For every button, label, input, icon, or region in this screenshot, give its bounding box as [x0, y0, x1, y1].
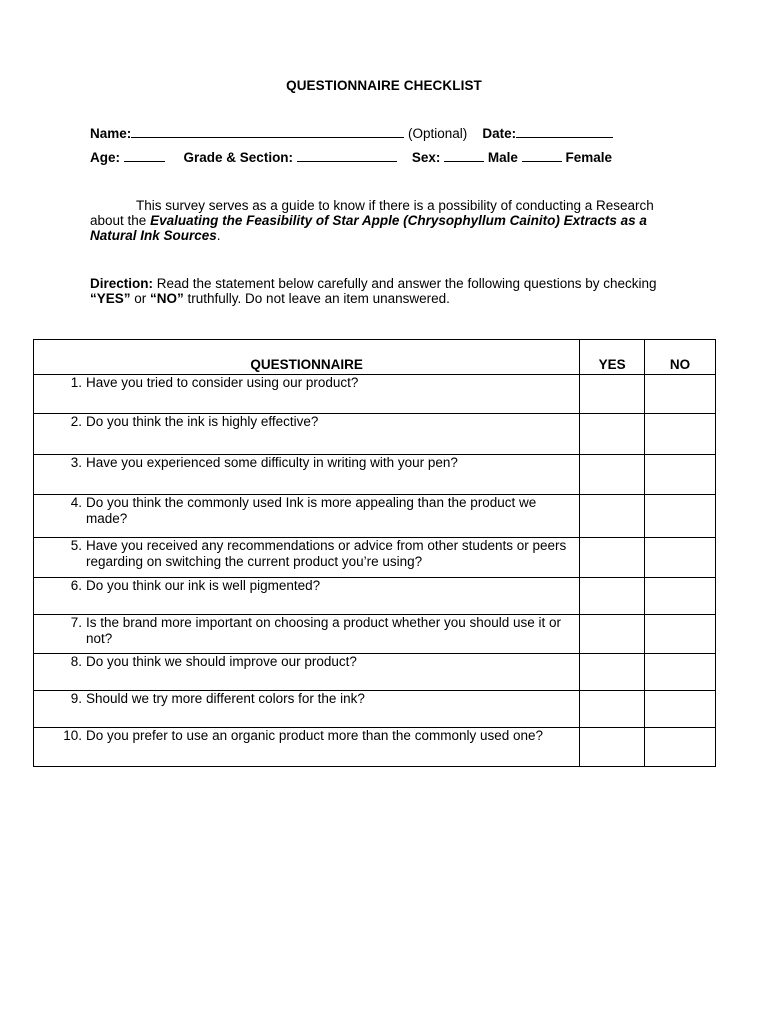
- intro-text: This survey serves as a guide to know if there is a possibility of conducting a Research about the: [90, 198, 654, 228]
- question-text: Do you think our ink is well pigmented?: [86, 578, 321, 593]
- yes-checkbox-cell[interactable]: [580, 455, 645, 495]
- page-title: QUESTIONNAIRE CHECKLIST: [286, 78, 482, 93]
- direction-text: Read the statement below carefully and answer the following questions by checking: [153, 276, 657, 291]
- question-number: 9.: [70, 691, 82, 706]
- table-row: [34, 578, 716, 615]
- no-checkbox-cell[interactable]: [645, 455, 716, 495]
- table-row: [34, 455, 716, 495]
- question-number: 10.: [63, 728, 82, 743]
- question-text: Do you think we should improve our product?: [86, 654, 357, 669]
- yes-checkbox-cell[interactable]: [580, 691, 645, 728]
- yes-checkbox-cell[interactable]: [580, 495, 645, 538]
- question-number: 3.: [70, 455, 82, 470]
- no-checkbox-cell[interactable]: [645, 375, 716, 414]
- table-row: [34, 615, 716, 654]
- age-grade-sex-row: [90, 150, 612, 165]
- question-number: 8.: [70, 654, 82, 669]
- no-checkbox-cell[interactable]: [645, 728, 716, 767]
- direction-yes: “YES”: [90, 291, 131, 306]
- intro-end: .: [216, 228, 221, 243]
- intro-paragraph: [90, 198, 670, 243]
- table-row: [34, 414, 716, 455]
- table-row: [34, 691, 716, 728]
- question-text: Do you think the ink is highly effective?: [86, 414, 319, 429]
- question-cell: [34, 654, 580, 691]
- question-text: Have you received any recommendations or advice from other students or peers regarding on switching the current product you’re using?: [86, 538, 567, 569]
- no-checkbox-cell[interactable]: [645, 691, 716, 728]
- no-checkbox-cell[interactable]: [645, 538, 716, 578]
- no-checkbox-cell[interactable]: [645, 414, 716, 455]
- male-label: Male: [487, 150, 518, 165]
- question-text: Have you tried to consider using our product?: [86, 375, 359, 390]
- direction-text-end: truthfully. Do not leave an item unanswered.: [183, 291, 450, 306]
- question-number: 1.: [70, 375, 82, 390]
- yes-checkbox-cell[interactable]: [580, 375, 645, 414]
- sex-label: Sex:: [411, 150, 441, 165]
- yes-checkbox-cell[interactable]: [580, 578, 645, 615]
- no-checkbox-cell[interactable]: [645, 495, 716, 538]
- question-cell: [34, 728, 580, 767]
- question-number: 5.: [70, 538, 82, 553]
- question-text: Do you think the commonly used Ink is more appealing than the product we made?: [86, 495, 537, 526]
- name-date-row: [90, 126, 613, 141]
- yes-checkbox-cell[interactable]: [580, 654, 645, 691]
- name-blank[interactable]: [131, 126, 404, 138]
- male-blank[interactable]: [444, 150, 484, 162]
- no-checkbox-cell[interactable]: [645, 578, 716, 615]
- yes-checkbox-cell[interactable]: [580, 728, 645, 767]
- question-cell: [34, 578, 580, 615]
- question-number: 2.: [70, 414, 82, 429]
- no-checkbox-cell[interactable]: [645, 654, 716, 691]
- table-row: [34, 538, 716, 578]
- intro-emphasis: Evaluating the Feasibility of Star Apple (Chrysophyllum Cainito) Extracts as a Natural Ink Sources: [90, 213, 647, 243]
- question-cell: [34, 375, 580, 414]
- header-questionnaire: QUESTIONNAIRE: [34, 340, 580, 375]
- direction-no: “NO”: [150, 291, 184, 306]
- grade-section-blank[interactable]: [297, 150, 397, 162]
- question-cell: [34, 414, 580, 455]
- table-row: [34, 495, 716, 538]
- direction-or: or: [130, 291, 151, 306]
- question-text: Have you experienced some difficulty in writing with your pen?: [86, 455, 458, 470]
- header-no: NO: [645, 340, 716, 375]
- table-row: [34, 375, 716, 414]
- question-number: 6.: [70, 578, 82, 593]
- table-row: [34, 728, 716, 767]
- direction-label: Direction:: [90, 276, 154, 291]
- question-cell: [34, 538, 580, 578]
- female-blank[interactable]: [522, 150, 562, 162]
- question-number: 7.: [70, 615, 82, 630]
- no-checkbox-cell[interactable]: [645, 615, 716, 654]
- questionnaire-table: [33, 339, 716, 767]
- direction-paragraph: [90, 276, 670, 306]
- optional-label: (Optional): [408, 126, 468, 141]
- question-text: Do you prefer to use an organic product more than the commonly used one?: [86, 728, 544, 743]
- age-blank[interactable]: [124, 150, 165, 162]
- yes-checkbox-cell[interactable]: [580, 414, 645, 455]
- question-cell: [34, 455, 580, 495]
- table-row: [34, 654, 716, 691]
- table-header-row: [34, 340, 716, 375]
- age-label: Age:: [90, 150, 120, 165]
- female-label: Female: [565, 150, 612, 165]
- yes-checkbox-cell[interactable]: [580, 615, 645, 654]
- date-blank[interactable]: [516, 126, 613, 138]
- question-cell: [34, 495, 580, 538]
- question-text: Should we try more different colors for the ink?: [86, 691, 365, 706]
- question-cell: [34, 691, 580, 728]
- header-yes: YES: [580, 340, 645, 375]
- question-text: Is the brand more important on choosing a product whether you should use it or not?: [86, 615, 562, 646]
- question-number: 4.: [70, 495, 82, 510]
- question-cell: [34, 615, 580, 654]
- grade-section-label: Grade & Section:: [183, 150, 294, 165]
- yes-checkbox-cell[interactable]: [580, 538, 645, 578]
- name-label: Name:: [90, 126, 132, 141]
- date-label: Date:: [482, 126, 517, 141]
